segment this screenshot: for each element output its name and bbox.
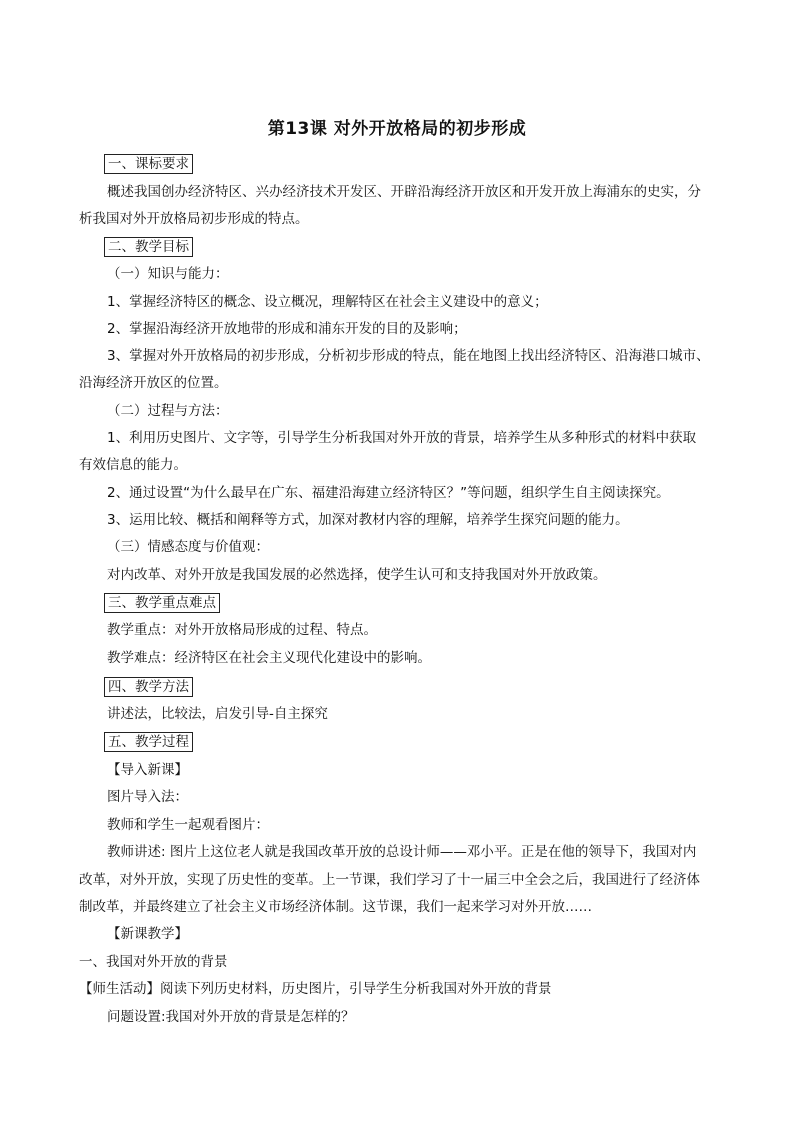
list-item: 1、利用历史图片、文字等，引导学生分析我国对外开放的背景，培养学生从多种形式的材料中获取	[107, 430, 697, 446]
subheading: （三）情感态度与价值观：	[107, 539, 269, 555]
bracket-label: 【导入新课】	[107, 762, 188, 778]
section-heading-key-points	[104, 593, 220, 613]
section-heading-box: 五、教学过程	[104, 732, 193, 752]
paragraph-line: 一、我国对外开放的背景	[79, 954, 228, 970]
list-item-continued: 沿海经济开放区的位置。	[79, 375, 228, 391]
section-heading-curriculum	[104, 154, 193, 174]
page-title: 第13课 对外开放格局的初步形成	[267, 119, 527, 139]
list-item: 2、掌握沿海经济开放地带的形成和浦东开发的目的及影响；	[107, 321, 467, 337]
paragraph-line: 教学重点：对外开放格局形成的过程、特点。	[107, 622, 377, 638]
section-heading-box: 三、教学重点难点	[104, 593, 220, 613]
list-item: 1、掌握经济特区的概念、设立概况，理解特区在社会主义建设中的意义；	[107, 294, 548, 310]
section-heading-box: 四、教学方法	[104, 677, 193, 697]
paragraph-line: 析我国对外开放格局初步形成的特点。	[79, 211, 309, 227]
list-item: 3、运用比较、概括和阐释等方式，加深对教材内容的理解，培养学生探究问题的能力。	[107, 512, 629, 528]
list-item: 2、通过设置“为什么最早在广东、福建沿海建立经济特区？”等问题，组织学生自主阅读探究。	[107, 485, 670, 501]
paragraph-line: 制改革，并最终建立了社会主义市场经济体制。这节课，我们一起来学习对外开放……	[79, 899, 592, 915]
list-item-continued: 有效信息的能力。	[79, 457, 187, 473]
bracket-label: 【新课教学】	[107, 926, 188, 942]
paragraph-line: 问题设置:我国对外开放的背景是怎样的？	[107, 1009, 355, 1025]
section-heading-methods	[104, 677, 193, 697]
section-heading-box: 一、课标要求	[104, 154, 193, 174]
paragraph-line: 讲述法，比较法，启发引导-自主探究	[107, 706, 328, 722]
section-heading-process	[104, 732, 193, 752]
paragraph-line: 教师和学生一起观看图片：	[107, 817, 269, 833]
subheading: （一）知识与能力：	[107, 266, 229, 282]
paragraph-line: 【师生活动】阅读下列历史材料，历史图片，引导学生分析我国对外开放的背景	[79, 981, 552, 997]
list-item: 3、掌握对外开放格局的初步形成，分析初步形成的特点，能在地图上找出经济特区、沿海港口城市、	[107, 348, 710, 364]
section-heading-box: 二、教学目标	[104, 237, 193, 257]
paragraph-line: 改革，对外开放，实现了历史性的变革。上一节课，我们学习了十一届三中全会之后，我国进行了经济体	[79, 872, 700, 888]
paragraph-line: 图片导入法：	[107, 789, 188, 805]
paragraph-line: 对内改革、对外开放是我国发展的必然选择，使学生认可和支持我国对外开放政策。	[107, 567, 607, 583]
paragraph-line: 概述我国创办经济特区、兴办经济技术开发区、开辟沿海经济开放区和开发开放上海浦东的史实，分	[107, 184, 701, 200]
section-heading-objectives	[104, 237, 193, 257]
subheading: （二）过程与方法：	[107, 403, 229, 419]
paragraph-line: 教师讲述: 图片上这位老人就是我国改革开放的总设计师——邓小平。正是在他的领导下，我国对内	[107, 844, 697, 860]
paragraph-line: 教学难点：经济特区在社会主义现代化建设中的影响。	[107, 650, 431, 666]
